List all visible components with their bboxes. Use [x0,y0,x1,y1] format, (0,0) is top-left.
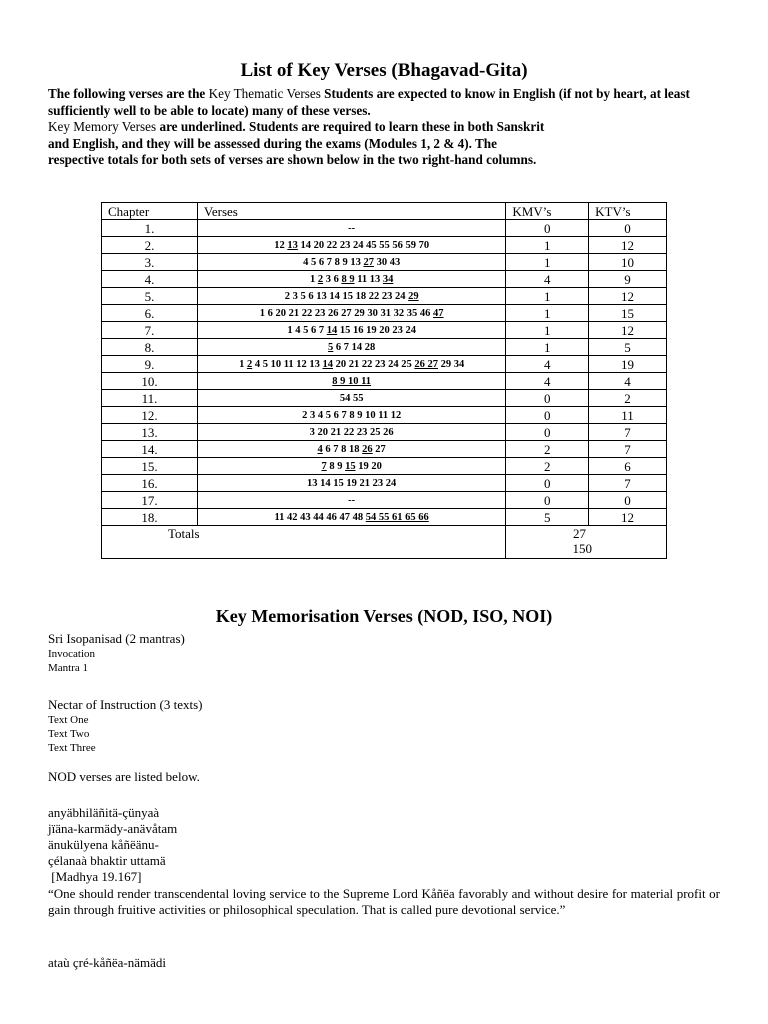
iso-item: Mantra 1 [48,662,89,674]
chapter-cell: 7. [102,322,198,339]
chapter-cell: 12. [102,407,198,424]
noi-item: Text One [48,714,89,726]
table-row [102,509,667,526]
chapter-cell: 9. [102,356,198,373]
ktv-cell: 7 [589,441,667,458]
kmv-cell: 4 [506,356,589,373]
verse-numbers: 11 13 [354,273,383,285]
kmv-cell: 2 [506,441,589,458]
verse-numbers: 29 34 [437,358,465,370]
verses-cell [197,458,506,475]
key-memory-verse: 26 [362,443,373,455]
chapter-cell: 14. [102,441,198,458]
verse-numbers: 2 3 4 5 6 7 8 9 10 11 12 [302,409,402,421]
table-row [102,475,667,492]
verse-numbers: 8 9 [326,460,346,472]
ktv-cell: 0 [589,492,667,509]
verse-numbers: 6 7 14 28 [333,341,376,353]
verses-cell [197,254,506,271]
verses-cell [197,305,506,322]
verses-cell [197,441,506,458]
verse-numbers: 1 4 5 6 7 [287,324,327,336]
kmv-cell: 0 [506,390,589,407]
verses-cell [197,373,506,390]
key-memory-verse: 13 [287,239,298,251]
table-row [102,458,667,475]
verses-cell [197,407,506,424]
key-verses-table [101,202,667,559]
ktv-cell: 12 [589,509,667,526]
verse-numbers: 20 21 22 23 24 25 [332,358,415,370]
kmv-cell: 1 [506,305,589,322]
total-kmv: 27 [573,526,586,541]
chapter-cell: 17. [102,492,198,509]
table-row [102,424,667,441]
ktv-cell: 5 [589,339,667,356]
kmv-cell: 4 [506,373,589,390]
table-row [102,407,667,424]
chapter-cell: 10. [102,373,198,390]
translation-quote: “One should render transcendental loving service to the Supreme Lord Kåñëa favorably and without desire for material profit or gain through fruitive activities or philosophical speculation. That is called pure devotional service.” [48,886,720,917]
verse-numbers: 1 [309,273,318,285]
kmv-cell: 2 [506,458,589,475]
verse-numbers: 11 42 43 44 46 47 48 [274,511,366,523]
ktv-cell: 2 [589,390,667,407]
noi-heading: Nectar of Instruction (3 texts) [48,697,203,712]
table-row [102,288,667,305]
verse-numbers: 14 20 22 23 24 45 55 56 59 70 [297,239,430,251]
table-row [102,390,667,407]
verses-cell [197,492,506,509]
verses-cell [197,288,506,305]
verse-numbers: 3 6 [323,273,342,285]
ktv-cell: 19 [589,356,667,373]
totals-row [102,526,667,559]
key-memory-verse: 14 [322,358,333,370]
kmv-cell: 1 [506,237,589,254]
verse-numbers: 30 43 [373,256,401,268]
ktv-cell: 12 [589,237,667,254]
table-row [102,322,667,339]
verses-cell [197,509,506,526]
header-ktv: KTV’s [589,203,667,220]
noi-item: Text Two [48,728,90,740]
key-memory-verse: 54 55 61 65 66 [365,511,429,523]
intro-ktv-term: Key Thematic Verses [208,86,321,101]
table-row [102,373,667,390]
kmv-cell: 0 [506,475,589,492]
table-row [102,254,667,271]
verse-reference: [Madhya 19.167] [48,869,142,884]
verse-line: çélanaà bhaktir uttamä [48,853,166,868]
verses-cell [197,220,506,237]
key-memory-verse: 8 9 10 11 [332,375,372,387]
iso-section [48,631,185,675]
ktv-cell: 7 [589,475,667,492]
key-memory-verse: 7 [321,460,327,472]
intro-text: The following verses are the [48,86,209,101]
section-title: Key Memorisation Verses (NOD, ISO, NOI) [215,606,553,626]
ktv-cell: 9 [589,271,667,288]
kmv-cell: 0 [506,407,589,424]
table-row [102,271,667,288]
verse-numbers: 2 3 5 6 13 14 15 18 22 23 24 [284,290,409,302]
verse-numbers: 6 7 8 18 [322,443,363,455]
ktv-cell: 10 [589,254,667,271]
verses-cell [197,237,506,254]
key-memory-verse: 5 [328,341,334,353]
page-title: List of Key Verses (Bhagavad-Gita) [240,60,528,81]
totals-values [506,526,667,559]
verse-numbers: 4 5 6 7 8 9 13 [303,256,364,268]
verse-numbers: 12 [274,239,288,251]
key-memory-verse: 15 [345,460,356,472]
verse-numbers: 54 55 [339,392,364,404]
noi-item: Text Three [48,742,96,754]
intro-text: respective totals for both sets of verses are shown below in the two right-hand columns. [48,152,537,167]
ktv-cell: 15 [589,305,667,322]
chapter-cell: 8. [102,339,198,356]
verse-numbers: 19 20 [355,460,382,472]
key-memory-verse: 4 [317,443,323,455]
verse-numbers: -- [348,494,356,506]
kmv-cell: 0 [506,220,589,237]
key-memory-verse: 26 27 [414,358,438,370]
ktv-cell: 12 [589,288,667,305]
nod-intro: NOD verses are listed below. [48,769,200,784]
table-row [102,305,667,322]
verses-cell [197,390,506,407]
chapter-cell: 4. [102,271,198,288]
intro-kmv-term: Key Memory Verses [48,119,157,134]
verse-numbers: 1 [239,358,247,370]
key-memory-verse: 34 [382,273,394,285]
chapter-cell: 16. [102,475,198,492]
total-ktv: 150 [572,541,592,556]
ktv-cell: 0 [589,220,667,237]
verse-numbers: 13 14 15 19 21 23 24 [307,477,397,489]
verse-numbers: 3 20 21 22 23 25 26 [309,426,394,438]
key-memory-verse: 2 [246,358,253,370]
ktv-cell: 11 [589,407,667,424]
intro-text: Students are expected to know in English (if not by heart, at least sufficiently well to be able to locate) many of these verses. [48,86,690,118]
kmv-cell: 1 [506,254,589,271]
key-memory-verse: 14 [326,324,338,336]
header-kmv: KMV’s [506,203,589,220]
iso-heading: Sri Isopanisad (2 mantras) [48,631,185,646]
intro-paragraph [48,86,728,169]
next-verse-line: ataù çré-kåñëa-nämädi [48,955,167,970]
key-memory-verse: 29 [408,290,419,302]
kmv-cell: 1 [506,322,589,339]
chapter-cell: 15. [102,458,198,475]
iso-item: Invocation [48,648,96,660]
verses-cell [197,339,506,356]
table-row [102,492,667,509]
kmv-cell: 4 [506,271,589,288]
key-memory-verse: 2 [317,273,324,285]
verse-line: jïäna-karmädy-anävåtam [48,821,178,836]
chapter-cell: 13. [102,424,198,441]
table-row [102,339,667,356]
header-chapter: Chapter [102,203,198,220]
kmv-cell: 1 [506,339,589,356]
verse-numbers: 4 5 10 11 12 13 [252,358,323,370]
verse-numbers: -- [348,222,356,234]
chapter-cell: 2. [102,237,198,254]
table-row [102,220,667,237]
verses-cell [197,322,506,339]
chapter-cell: 1. [102,220,198,237]
key-memory-verse: 8 9 [341,273,355,285]
verses-cell [197,356,506,373]
totals-label: Totals [102,526,506,559]
verse-numbers: 1 6 20 21 22 23 26 27 29 30 31 32 35 46 [259,307,434,319]
ktv-cell: 7 [589,424,667,441]
chapter-cell: 3. [102,254,198,271]
table-row [102,441,667,458]
kmv-cell: 0 [506,492,589,509]
chapter-cell: 11. [102,390,198,407]
chapter-cell: 6. [102,305,198,322]
kmv-cell: 1 [506,288,589,305]
intro-text: and English, and they will be assessed during the exams (Modules 1, 2 & 4). The [48,135,497,151]
chapter-cell: 18. [102,509,198,526]
verse-numbers: 15 16 19 20 23 24 [337,324,416,336]
verse-numbers: 27 [372,443,386,455]
table-header-row [102,203,667,220]
key-memory-verse: 27 [363,256,374,268]
kmv-cell: 5 [506,509,589,526]
kmv-cell: 0 [506,424,589,441]
table-row [102,237,667,254]
verse-line: anyäbhiläñitä-çünyaà [48,805,160,820]
verses-cell [197,271,506,288]
ktv-cell: 6 [589,458,667,475]
chapter-cell: 5. [102,288,198,305]
key-memory-verse: 47 [433,307,444,319]
verses-cell [197,475,506,492]
header-verses: Verses [197,203,506,220]
table-row [102,356,667,373]
verses-cell [197,424,506,441]
intro-text: are underlined. Students are required to learn these in both Sanskrit [156,119,545,134]
sanskrit-verse [48,805,177,885]
verse-line: änukülyena kåñëänu- [48,837,159,852]
ktv-cell: 12 [589,322,667,339]
ktv-cell: 4 [589,373,667,390]
noi-section [48,697,203,755]
